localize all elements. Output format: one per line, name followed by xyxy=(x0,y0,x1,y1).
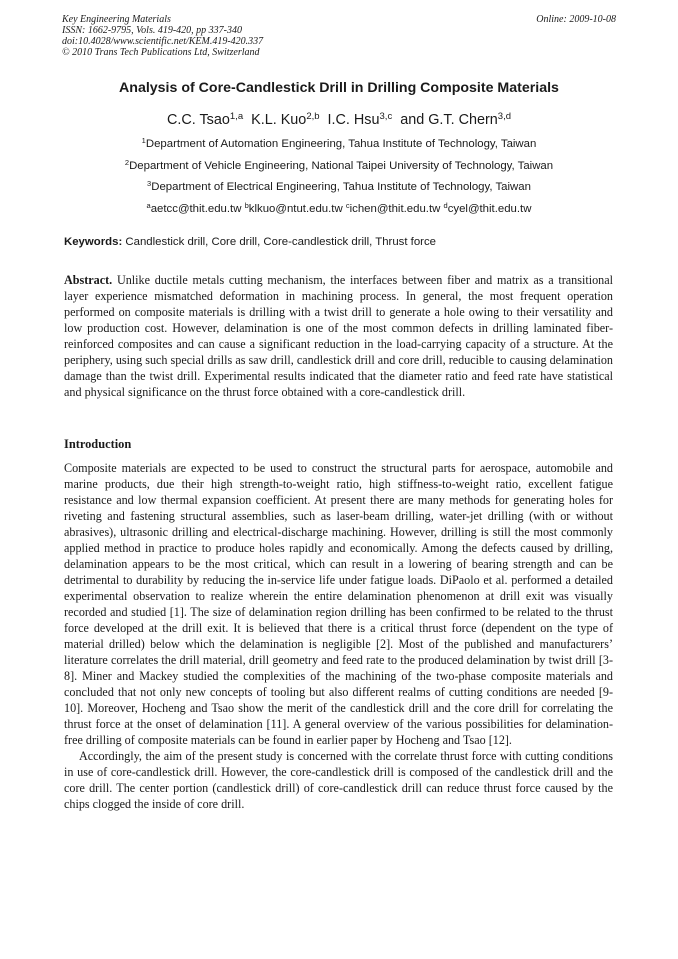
abstract-label: Abstract. xyxy=(64,273,113,287)
issn-line: ISSN: 1662-9795, Vols. 419-420, pp 337-340 xyxy=(62,25,242,36)
doi-line: doi:10.4028/www.scientific.net/KEM.419-420.337 xyxy=(62,36,264,47)
affiliation xyxy=(0,157,678,172)
paragraph: Composite materials are expected to be used to construct the structural parts for aerospace, automobile and marine products, due their high strength-to-weight ratio, high stiffness-to-weight ratio, excellent fatigue resistance and low thermal expansion coefficient. At present there are many methods for generating holes for riveting and fastening structural assemblies, such as laser-beam drilling, water-jet drilling (with or without abrasives), ultrasonic drilling and electrical-discharge machining. However, drilling is still the most commonly applied method in practice to produce holes rapidly and economically. Among the defects caused by drilling, delamination appears to be the most critical, which can result in a lowering of bearing strength and can be detrimental to durability by reducing the in-service life under fatigue loads. DiPaolo et al. performed a detailed experimental observation to realize wherein the entire delamination phenomenon at drill exit was visually recorded and studied [1]. The size of delamination region drilling has been confirmed to be related to the thrust force developed at the drill exit. It is believed that there is a critical thrust force (dependent on the type of material drilled) below which the delamination is negligible [2]. Most of the published and manufacturers’ literature correlates the drill material, drill geometry and feed rate to the produced delamination by twist drill [3-8]. Miner and Mackey studied the complexities of the machining of the two-phase composite materials and concluded that not only new concepts of tooling but also different realms of cutting conditions are needed [9-10]. Moreover, Hocheng and Tsao show the merit of the candlestick drill and the core drill for correlating the thrust force at the onset of delamination [11]. A general overview of the various possibilities for delamination-free drilling of composite materials can be found in earlier paper by Hocheng and Tsao [12]. xyxy=(64,461,613,747)
author-superscript: 3,c xyxy=(379,110,393,122)
keywords-label: Keywords: xyxy=(64,236,123,248)
email-address: cyel@thit.edu.tw xyxy=(447,203,532,215)
author-name: I.C. Hsu xyxy=(327,112,380,128)
affiliation-text: Department of Automation Engineering, Tahua Institute of Technology, Taiwan xyxy=(145,138,537,150)
paper-title: Analysis of Core-Candlestick Drill in Drilling Composite Materials xyxy=(119,80,559,96)
abstract xyxy=(64,272,613,400)
affiliation-superscript: 3 xyxy=(147,178,152,188)
author-name: K.L. Kuo xyxy=(251,112,307,128)
email-address: klkuo@ntut.edu.tw xyxy=(248,203,343,215)
email-superscript: a xyxy=(146,200,151,210)
affiliation xyxy=(0,178,678,193)
affiliation-superscript: 2 xyxy=(124,157,130,167)
affiliation-text: Department of Vehicle Engineering, National Taipei University of Technology, Taiwan xyxy=(129,160,554,172)
abstract-text: Unlike ductile metals cutting mechanism, the interfaces between fiber and matrix as a transitional layer experience mismatched deformation in machining process. In general, the most frequent operation performed on composite materials is drilling with a twist drill to generate a hole owing to their versatility and low production cost. However, delamination is one of the most common defects in drilling laminated fiber-reinforced composites and can cause a significant reduction in the load-carrying capacity of a structure. At the periphery, using such special drills as saw drill, candlestick drill and core drill, reducible to causing delamination damage than the twist drill. Experimental results indicated that the diameter ratio and feed rate have statistical and physical significance on the thrust force obtained with a core-candlestick drill. xyxy=(64,273,613,399)
paragraph: Accordingly, the aim of the present study is concerned with the correlate thrust force with cutting conditions in use of core-candlestick drill. However, the core-candlestick drill is composed of the candlestick drill and the core drill. The center portion (candlestick drill) of core-candlestick drill can reduce thrust force caused by the chips clogged the inside of core drill. xyxy=(64,749,613,811)
keywords-text: Candlestick drill, Core drill, Core-candlestick drill, Thrust force xyxy=(125,236,437,248)
email-superscript: c xyxy=(345,200,350,210)
online-date: Online: 2009-10-08 xyxy=(536,14,616,25)
author-superscript: 1,a xyxy=(229,110,244,122)
journal-header xyxy=(62,14,616,58)
journal-name: Key Engineering Materials xyxy=(62,14,171,25)
author-name: G.T. Chern xyxy=(428,112,498,128)
affiliation-text: Department of Electrical Engineering, Tahua Institute of Technology, Taiwan xyxy=(151,181,531,193)
email-list xyxy=(0,200,678,215)
author-name: C.C. Tsao xyxy=(166,112,230,128)
copyright-line: © 2010 Trans Tech Publications Ltd, Switzerland xyxy=(62,47,260,58)
keywords-line xyxy=(64,236,436,248)
author-superscript: 2,b xyxy=(306,110,320,122)
affiliation xyxy=(0,135,678,150)
author-superscript: 3,d xyxy=(497,110,512,122)
section-heading-introduction: Introduction xyxy=(64,437,132,451)
email-address: aetcc@thit.edu.tw xyxy=(150,203,242,215)
email-address: ichen@thit.edu.tw xyxy=(349,203,441,215)
affiliation-superscript: 1 xyxy=(141,135,146,145)
author-conjunction: and xyxy=(400,112,425,128)
author-list xyxy=(0,112,678,128)
email-superscript: b xyxy=(244,200,249,210)
email-superscript: d xyxy=(443,200,448,210)
introduction-body xyxy=(64,460,613,812)
